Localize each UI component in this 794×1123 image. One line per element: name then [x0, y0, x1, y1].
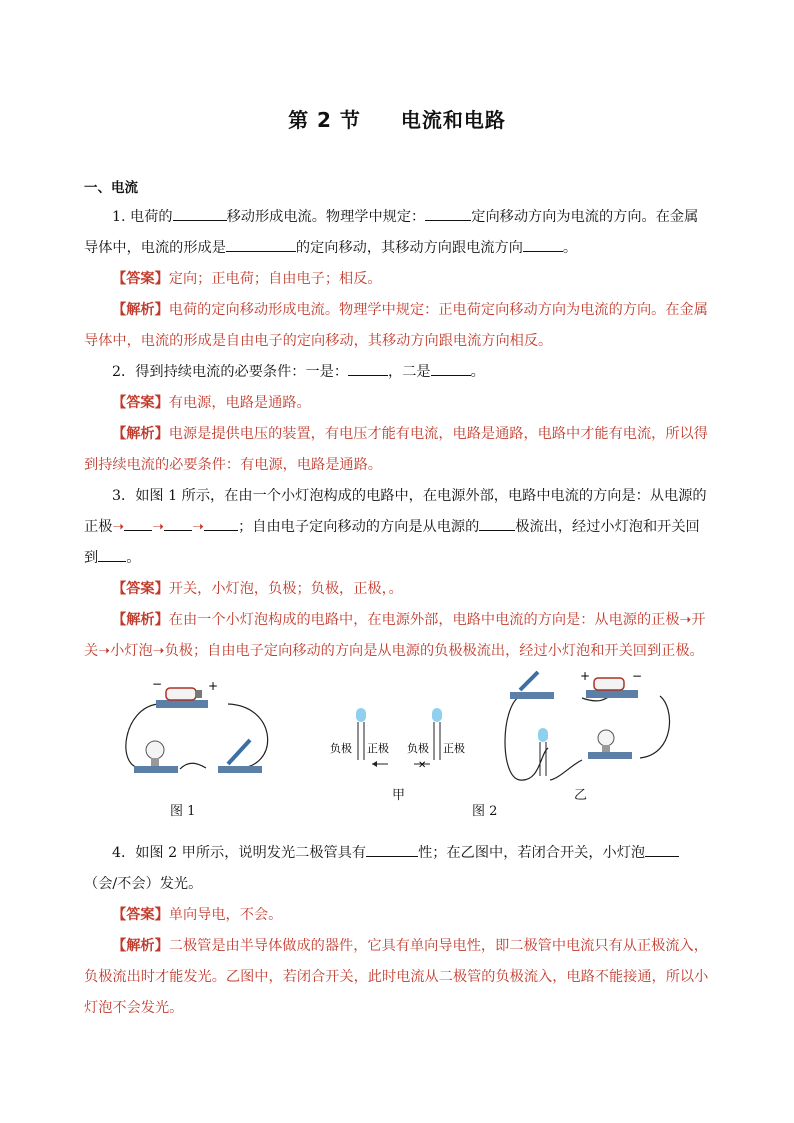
answer-2: 【答案】有电源，电路是通路。 — [112, 395, 311, 411]
led-icon — [356, 708, 366, 722]
explanation-1: 【解析】电荷的定向移动形成电流。物理学中规定：正电荷定向移动方向为电流的方向。在金属导体中，电流的形成是自由电子的定向移动，其移动方向跟电流方向相反。 — [84, 302, 708, 349]
figure-2-jia-label: 甲 — [392, 788, 406, 803]
explanation-4: 【解析】二极管是由半导体做成的器件，它具有单向导电性，即二极管中电流只有从正极流入，负极流出时才能发光。乙图中，若闭合开关，此时电流从二极管的负极流入，电路不能接通，所以小灯泡不会发光。 — [84, 938, 709, 1016]
figure-1-circuit — [118, 676, 278, 788]
figure-2-jia — [330, 700, 470, 776]
svg-text:−: − — [632, 669, 643, 683]
svg-text:−: − — [152, 677, 163, 691]
figure-1-caption: 图 1 — [170, 804, 196, 819]
svg-text:正极: 正极 — [443, 742, 465, 755]
figure-2-caption: 图 2 — [472, 804, 498, 819]
svg-text:负极: 负极 — [407, 742, 429, 755]
answer-1: 【答案】定向；正电荷；自由电子；相反。 — [112, 271, 382, 287]
svg-text:+: + — [208, 679, 219, 693]
answer-3: 【答案】开关，小灯泡，负极；负极，正极，。 — [112, 581, 403, 597]
svg-text:负极: 负极 — [330, 742, 352, 755]
figure-2-yi-label: 乙 — [574, 788, 588, 803]
explanation-2: 【解析】电源是提供电压的装置，有电压才能有电流，电路是通路，电路中才能有电流，所以得到持续电流的必要条件：有电源，电路是通路。 — [84, 426, 708, 473]
figure-2-yi — [500, 668, 680, 786]
question-1: 1. 电荷的 移动形成电流。物理学中规定： 定向移动方向为电流的方向。在金属导体中，电流的形成是 的定向移动，其移动方向跟电流方向 。 — [84, 202, 710, 264]
question-4: 4．如图 2 甲所示，说明发光二极管具有 性；在乙图中，若闭合开关，小灯泡（会/不会）发光。 — [84, 838, 710, 900]
svg-text:正极: 正极 — [367, 742, 389, 755]
section-heading: 一、电流 — [84, 180, 138, 196]
page-title: 第 2 节 电流和电路 — [288, 108, 506, 132]
battery-icon — [166, 688, 196, 700]
explanation-3: 【解析】在由一个小灯泡构成的电路中，在电源外部，电路中电流的方向是：从电源的正极➝开关➝小灯泡➝负极；自由电子定向移动的方向是从电源的负极极流出，经过小灯泡和开关回到正极。 — [84, 612, 706, 659]
svg-text:+: + — [580, 669, 591, 683]
switch-icon — [228, 740, 250, 764]
svg-text:✕: ✕ — [418, 760, 427, 771]
question-3: 3．如图 1 所示，在由一个小灯泡构成的电路中，在电源外部，电路中电流的方向是：从电源的正极➝ ➝ ➝ ；自由电子定向移动的方向是从电源的 极流出，经过小灯泡和开关回到 。 — [84, 488, 707, 566]
battery-base — [156, 700, 208, 708]
question-2: 2．得到持续电流的必要条件：一是： ，二是 。 — [84, 357, 710, 388]
lamp-icon — [146, 741, 164, 759]
answer-4: 【答案】单向导电，不会。 — [112, 907, 283, 923]
